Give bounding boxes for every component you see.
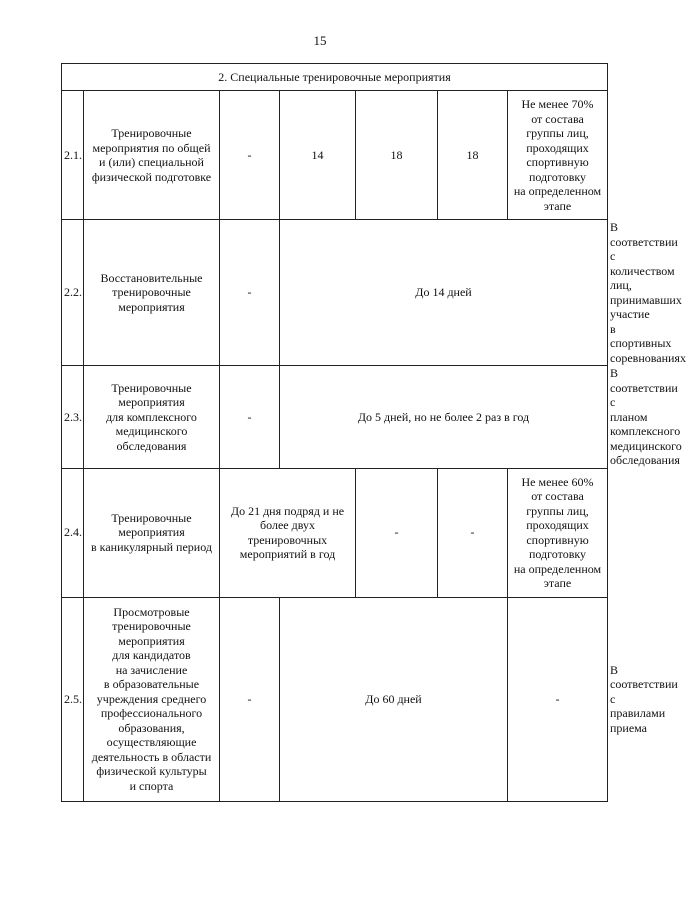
merged-value-cell: До 14 дней [280, 220, 608, 366]
section-heading-row [62, 64, 608, 91]
training-events-table [61, 63, 686, 802]
value-cell: - [356, 468, 438, 597]
row-number: 2.3. [62, 366, 84, 469]
value-cell: 18 [356, 91, 438, 220]
row-number: 2.2. [62, 220, 84, 366]
page-number: 15 [313, 33, 327, 48]
value-cell: - [220, 220, 280, 366]
merged-value-cell: До 21 дня подряд и не более двух тренировочных мероприятий в год [220, 468, 356, 597]
value-cell: - [438, 468, 508, 597]
event-name: Тренировочные мероприятия по общей и (или) специальной физической подготовке [84, 91, 220, 220]
value-cell: - [508, 597, 608, 801]
event-name: Тренировочные мероприятия для комплексного медицинского обследования [84, 366, 220, 469]
row-number: 2.1. [62, 91, 84, 220]
table-row [62, 91, 608, 220]
note-cell: Не менее 70% от состава группы лиц, проходящих спортивную подготовку на определенном этапе [508, 91, 608, 220]
table-row: 2.5. Просмотровые тренировочные мероприятия для кандидатов на зачисление в образовательные учреждения среднего профессионального образования, осуществляющие деятельность в области физической культуры и спорта - До 60 дней - В соответствии с правилами приема [62, 597, 608, 801]
table-row: 2.3. Тренировочные мероприятия для комплексного медицинского обследования - До 5 дней, но не более 2 раз в год В соответствии с планом комплексного медицинского обследования [62, 366, 608, 469]
row-number: 2.5. [62, 597, 84, 801]
table-row: 2.2. Восстановительные тренировочные мероприятия - До 14 дней В соответствии с количеством лиц, принимавших участие в спортивных соревнованиях [62, 220, 608, 366]
event-name: Тренировочные мероприятия в каникулярный период [84, 468, 220, 597]
value-cell: - [220, 91, 280, 220]
row-number: 2.4. [62, 468, 84, 597]
value-cell: - [220, 366, 280, 469]
note-cell: Не менее 60% от состава группы лиц, проходящих спортивную подготовку на определенном этапе [508, 468, 608, 597]
event-name: Восстановительные тренировочные мероприятия [84, 220, 220, 366]
value-cell: 18 [438, 91, 508, 220]
merged-value-cell: До 60 дней [280, 597, 508, 801]
value-cell: 14 [280, 91, 356, 220]
merged-value-cell: До 5 дней, но не более 2 раз в год [280, 366, 608, 469]
table-row [62, 468, 608, 597]
value-cell: - [220, 597, 280, 801]
event-name: Просмотровые тренировочные мероприятия для кандидатов на зачисление в образовательные учреждения среднего профессионального образования, осуществляющие деятельность в области физической культуры и спорта [84, 597, 220, 801]
section-heading: 2. Специальные тренировочные мероприятия [62, 64, 608, 91]
